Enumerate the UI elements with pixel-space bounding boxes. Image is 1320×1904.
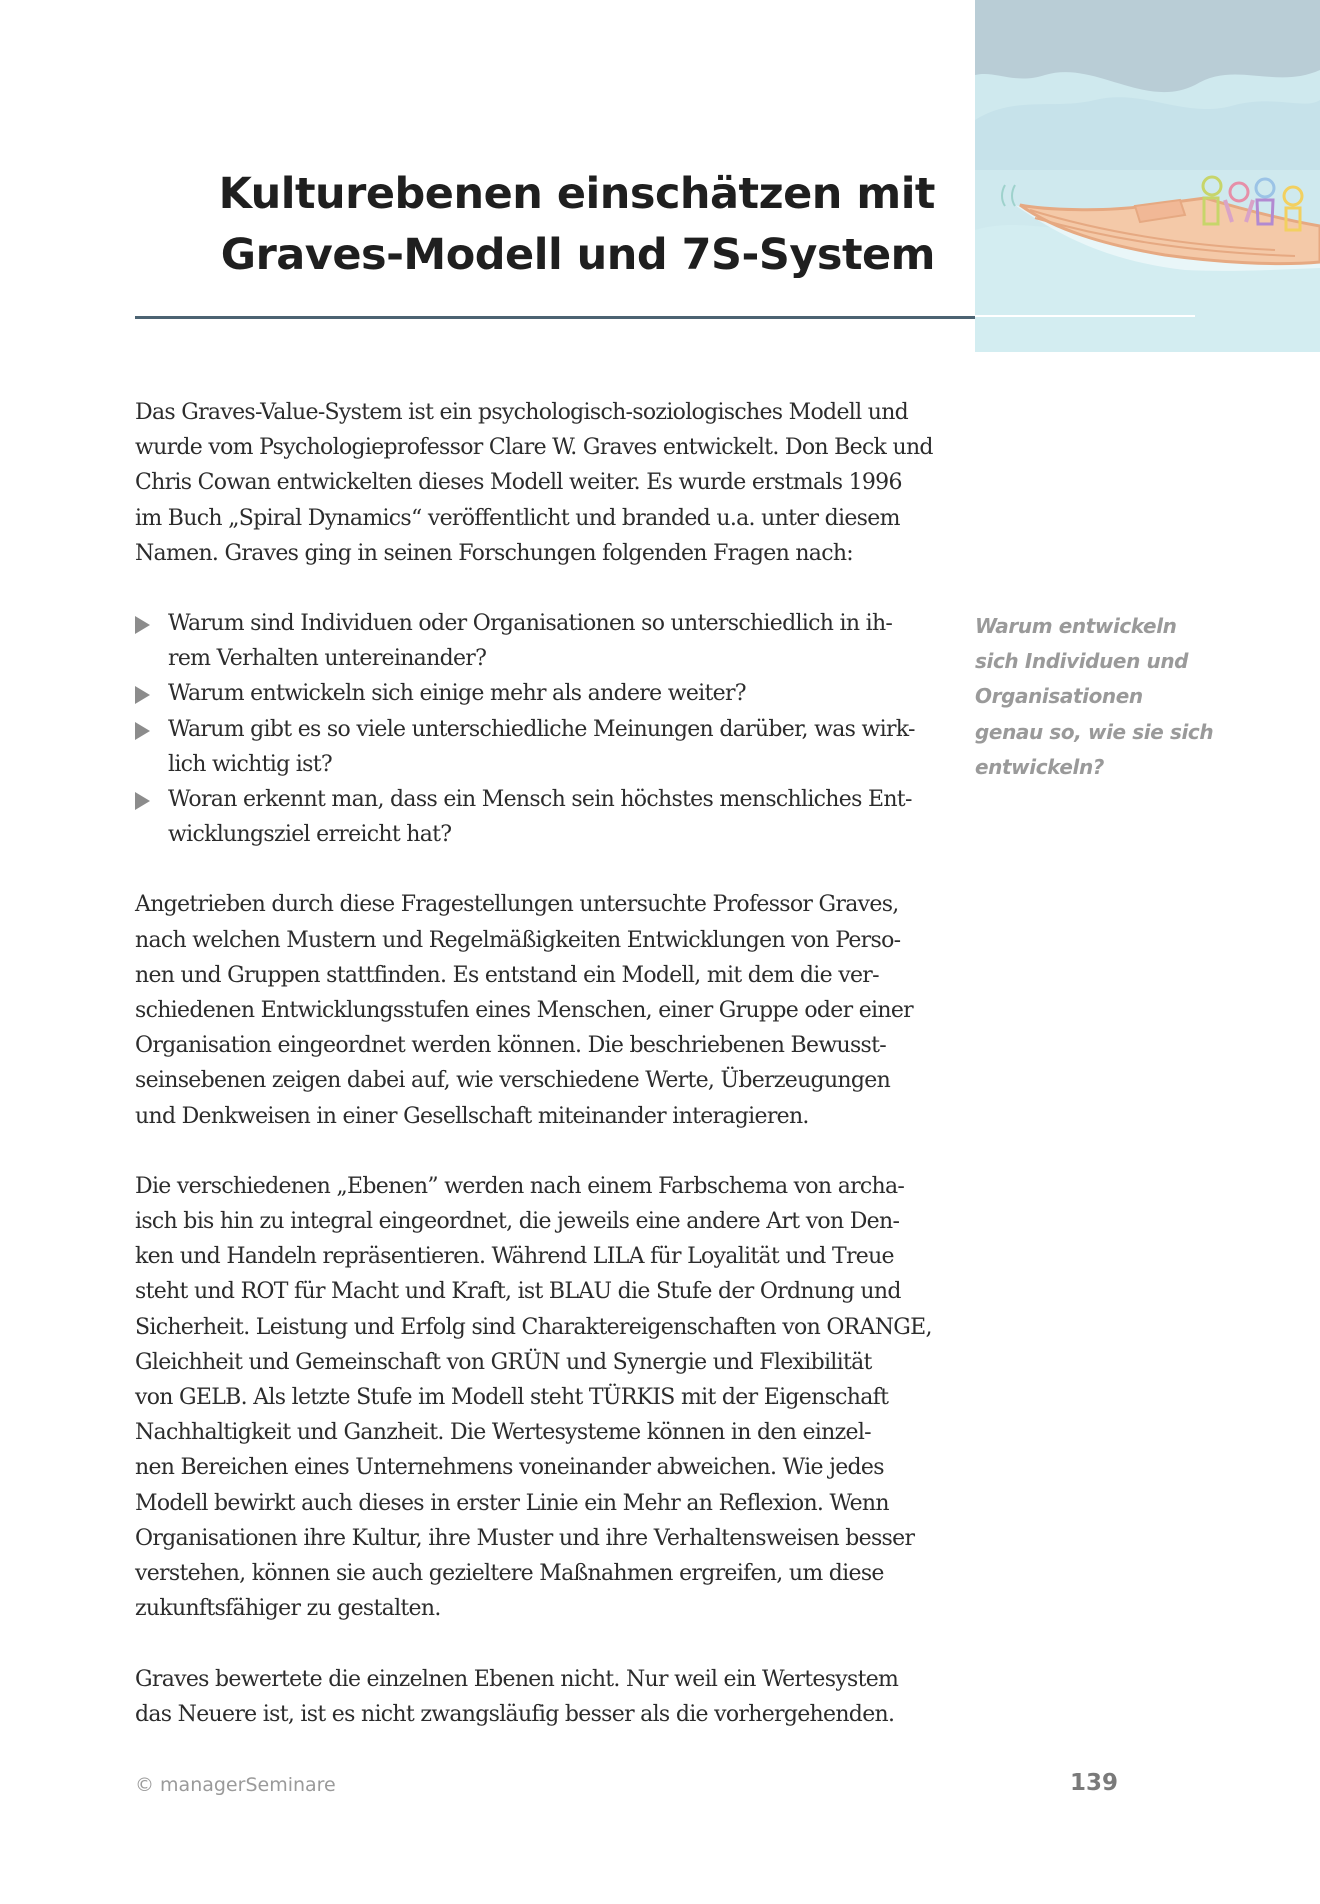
- text-line: Die verschiedenen „Ebenen” werden nach einem Farbschema von archa-: [135, 1173, 905, 1199]
- text-line: Nachhaltigkeit und Ganzheit. Die Wertesysteme können in den einzel-: [135, 1420, 871, 1446]
- text-line: Das Graves-Value-System ist ein psychologisch-soziologisches Modell und: [135, 400, 909, 425]
- margin-note-line: Warum entwickeln: [975, 614, 1177, 638]
- text-line: seinsebenen zeigen dabei auf, wie verschiedene Werte, Überzeugungen: [135, 1068, 891, 1094]
- list-item: [135, 712, 940, 782]
- question-list: [135, 606, 940, 852]
- text-line: und Denkweisen in einer Gesellschaft miteinander interagieren.: [135, 1103, 809, 1129]
- margin-note-line: genau so, wie sie sich: [975, 719, 1214, 744]
- title-divider: [135, 316, 975, 319]
- list-item: [135, 782, 940, 852]
- text-line: isch bis hin zu integral eingeordnet, die jeweils eine andere Art von Den-: [135, 1209, 900, 1235]
- text-line: nen Bereichen eines Unternehmens voneinander abweichen. Wie jedes: [135, 1455, 884, 1481]
- text-line: Gleichheit und Gemeinschaft von GRÜN und Synergie und Flexibilität: [135, 1349, 872, 1375]
- paragraph-graves-research: [135, 887, 940, 1133]
- text-line: Warum gibt es so viele unterschiedliche Meinungen darüber, was wirk-: [168, 716, 915, 742]
- margin-note: [975, 609, 1225, 785]
- text-line: das Neuere ist, ist es nicht zwangsläufig besser als die vorhergehenden.: [135, 1701, 895, 1727]
- boat-illustration: [975, 0, 1320, 352]
- text-line: schiedenen Entwicklungsstufen eines Menschen, einer Gruppe oder einer: [135, 998, 913, 1024]
- text-line: Organisationen ihre Kultur, ihre Muster und ihre Verhaltensweisen besser: [135, 1525, 915, 1551]
- margin-note-line: Organisationen: [975, 684, 1143, 709]
- text-line: Sicherheit. Leistung und Erfolg sind Charaktereigenschaften von ORANGE,: [135, 1314, 932, 1340]
- text-line: verstehen, können sie auch gezieltere Maßnahmen ergreifen, um diese: [135, 1561, 884, 1587]
- intro-paragraph: [135, 395, 940, 571]
- text-line: Graves bewertete die einzelnen Ebenen nicht. Nur weil ein Wertesystem: [135, 1666, 899, 1692]
- list-item: [135, 676, 940, 711]
- text-line: nach welchen Mustern und Regelmäßigkeiten Entwicklungen von Perso-: [135, 927, 901, 953]
- page-number: 139: [1069, 1770, 1118, 1796]
- triangle-bullet-icon: [135, 686, 150, 704]
- text-line: Modell bewirkt auch dieses in erster Linie ein Mehr an Reflexion. Wenn: [135, 1490, 889, 1516]
- header-illustration: [975, 0, 1320, 352]
- body-text: [135, 395, 940, 1767]
- triangle-bullet-icon: [135, 722, 150, 740]
- text-line: rem Verhalten untereinander?: [168, 646, 487, 672]
- title-line: Graves-Modell und 7S-System: [220, 230, 935, 280]
- list-item: [135, 606, 940, 676]
- text-line: Angetrieben durch diese Fragestellungen untersuchte Professor Graves,: [135, 892, 899, 918]
- text-line: Woran erkennt man, dass ein Mensch sein höchstes menschliches Ent-: [168, 787, 912, 813]
- triangle-bullet-icon: [135, 616, 150, 634]
- margin-note-line: sich Individuen und: [975, 649, 1189, 674]
- text-line: Namen. Graves ging in seinen Forschungen folgenden Fragen nach:: [135, 540, 854, 566]
- text-line: Warum entwickeln sich einige mehr als andere weiter?: [168, 681, 746, 707]
- text-line: nen und Gruppen stattfinden. Es entstand ein Modell, mit dem die ver-: [135, 962, 879, 988]
- margin-note-line: entwickeln?: [975, 754, 1104, 779]
- title-line: Kulturebenen einschätzen mit: [218, 169, 935, 219]
- triangle-bullet-icon: [135, 792, 150, 810]
- text-line: zukunftsfähiger zu gestalten.: [135, 1596, 441, 1622]
- text-line: im Buch „Spiral Dynamics“ veröffentlicht und branded u.a. unter diesem: [135, 505, 900, 531]
- text-line: steht und ROT für Macht und Kraft, ist BLAU die Stufe der Ordnung und: [135, 1279, 901, 1305]
- footer-copyright: © managerSeminare: [135, 1774, 336, 1796]
- text-line: von GELB. Als letzte Stufe im Modell steht TÜRKIS mit der Eigenschaft: [135, 1385, 889, 1411]
- paragraph-color-levels: [135, 1169, 940, 1627]
- text-line: wicklungsziel erreicht hat?: [168, 822, 452, 848]
- text-line: Chris Cowan entwickelten dieses Modell weiter. Es wurde erstmals 1996: [135, 470, 902, 496]
- text-line: Organisation eingeordnet werden können. Die beschriebenen Bewusst-: [135, 1033, 886, 1059]
- text-line: ken und Handeln repräsentieren. Während LILA für Loyalität und Treue: [135, 1244, 894, 1270]
- page-title: [135, 164, 935, 286]
- paragraph-conclusion: [135, 1662, 940, 1732]
- text-line: Warum sind Individuen oder Organisationen so unterschiedlich in ih-: [168, 611, 893, 637]
- text-line: wurde vom Psychologieprofessor Clare W. Graves entwickelt. Don Beck und: [135, 435, 933, 461]
- text-line: lich wichtig ist?: [168, 751, 332, 777]
